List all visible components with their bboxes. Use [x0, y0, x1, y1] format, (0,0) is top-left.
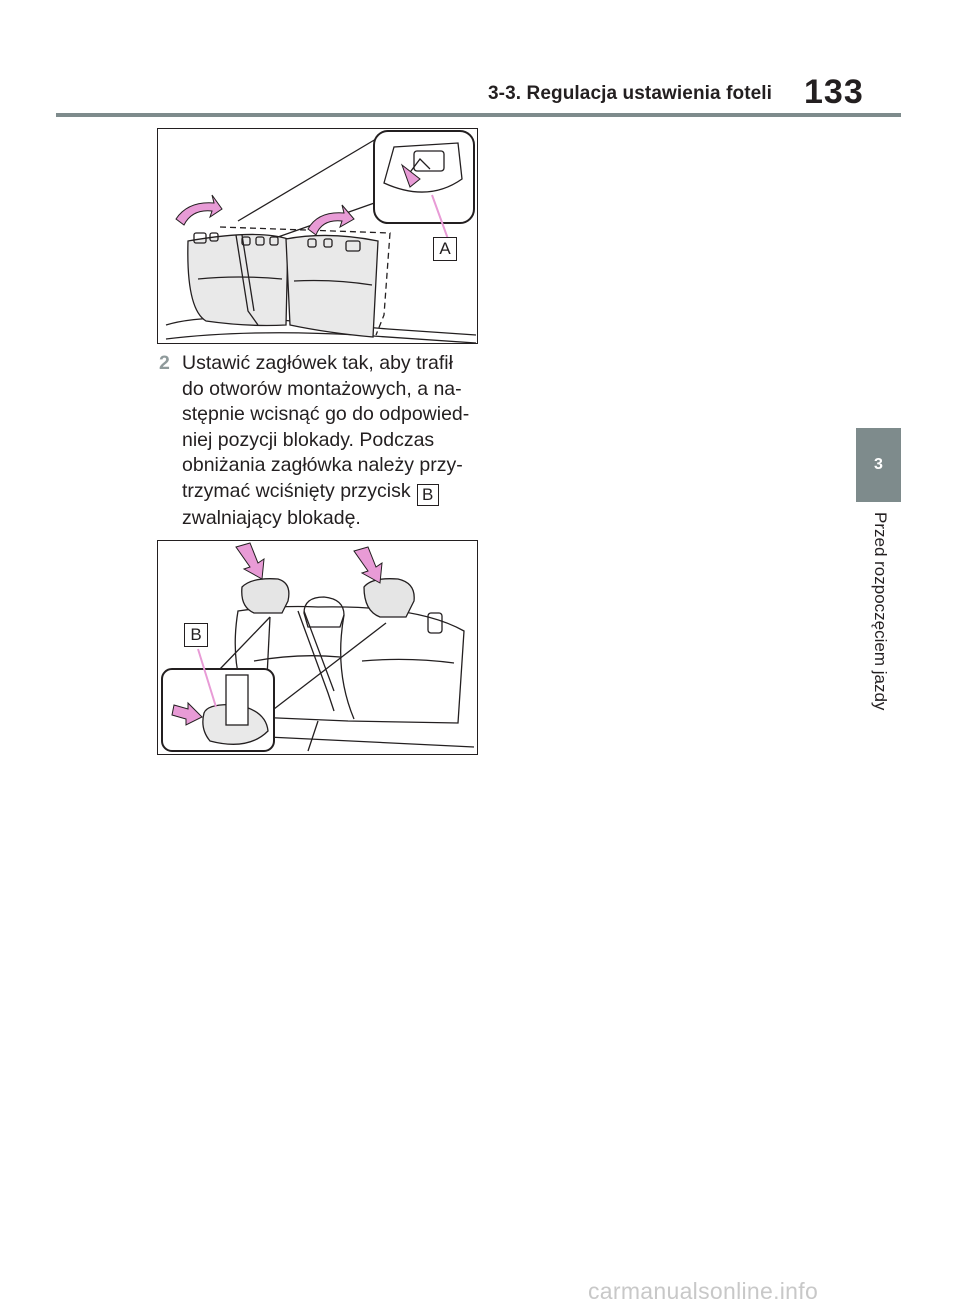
- step-line: [182, 479, 489, 506]
- step-2: [159, 351, 489, 532]
- section-title: 3-3. Regulacja ustawienia foteli: [488, 83, 773, 104]
- inline-label-b: B: [417, 484, 439, 506]
- seatback-illustration: [158, 129, 478, 344]
- figure-seatback-fold: [157, 128, 478, 344]
- page-number: 133: [804, 73, 864, 111]
- step-line: niej pozycji blokady. Podczas: [182, 428, 435, 451]
- step-number: 2: [159, 352, 170, 374]
- header-rule: [56, 113, 901, 117]
- headrest-illustration: [158, 541, 478, 755]
- chapter-title: Przed rozpoczęciem jazdy: [871, 512, 890, 711]
- step-line: Ustawić zagłówek tak, aby trafił: [182, 352, 453, 374]
- figure-headrest-install: [157, 540, 478, 755]
- chapter-number: 3: [874, 456, 883, 473]
- step-line: zwalniający blokadę.: [182, 506, 361, 529]
- watermark: carmanualsonline.info: [588, 1278, 819, 1304]
- callout-label-b: B: [184, 623, 208, 647]
- step-line: obniżania zagłówka należy przy-: [182, 454, 463, 477]
- step-line: do otworów montażowych, a na-: [182, 377, 462, 400]
- step-line-text: trzymać wciśnięty przycisk: [182, 479, 411, 502]
- step-2-text: [182, 351, 489, 532]
- step-line: stępnie wcisnąć go do odpowied-: [182, 403, 470, 426]
- callout-label-a: A: [433, 237, 457, 261]
